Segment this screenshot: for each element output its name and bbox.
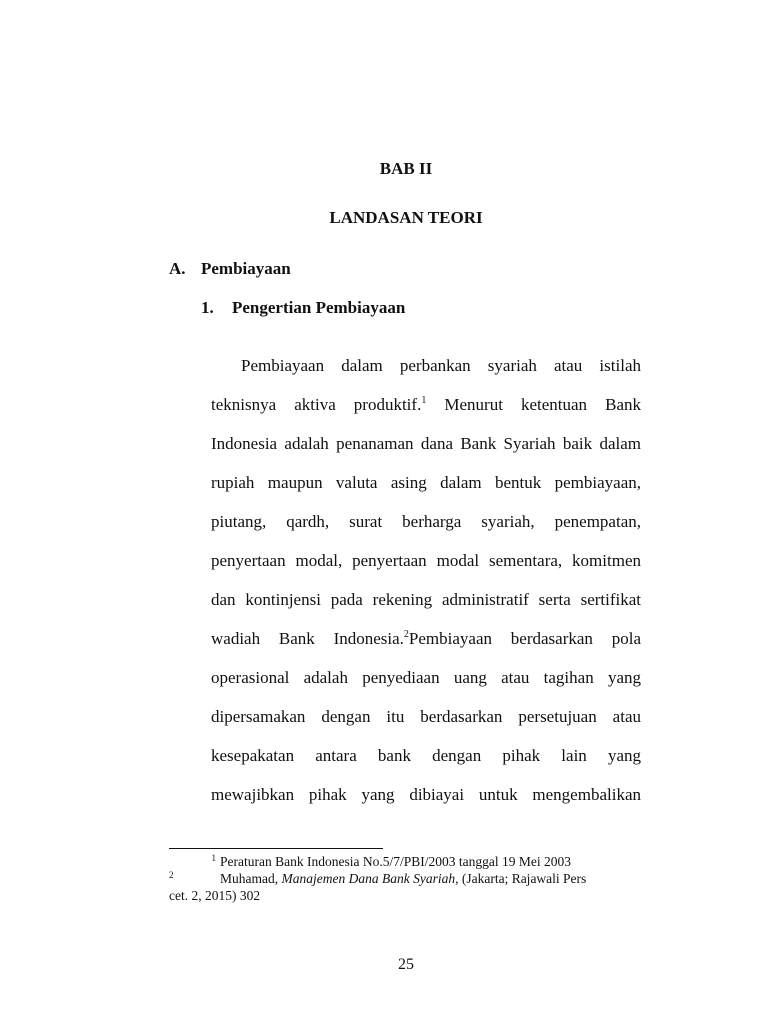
- paragraph-line: [211, 619, 641, 658]
- paragraph-line: rupiah maupun valuta asing dalam bentuk pembiayaan,: [211, 473, 641, 492]
- paragraph-line: kesepakatan antara bank dengan pihak lain yang: [211, 746, 641, 765]
- footnote-continuation: cet. 2, 2015) 302: [169, 888, 261, 903]
- footnote: [169, 870, 641, 887]
- paragraph-text: teknisnya aktiva produktif.: [211, 395, 422, 414]
- body-paragraph: [211, 346, 641, 814]
- chapter-title: LANDASAN TEORI: [329, 208, 483, 227]
- footnote-marker: 1: [211, 853, 216, 863]
- paragraph-text: wadiah Bank Indonesia.: [211, 629, 404, 648]
- footnote-reference[interactable]: 1: [421, 395, 427, 406]
- footnote-text: Peraturan Bank Indonesia No.5/7/PBI/2003 tanggal 19 Mei 2003: [220, 854, 571, 869]
- paragraph-line: mewajibkan pihak yang dibiayai untuk mengembalikan: [211, 785, 641, 804]
- paragraph-line: penyertaan modal, penyertaan modal sementara, komitmen: [211, 551, 641, 570]
- footnote-publisher: (Jakarta; Rajawali Pers: [461, 871, 587, 886]
- paragraph-line: dan kontinjensi pada rekening administratif serta sertifikat: [211, 590, 641, 609]
- section-heading: [169, 258, 291, 280]
- page-number: 25: [398, 956, 414, 973]
- paragraph-text: Pembiayaan berdasarkan pola: [408, 629, 641, 648]
- section-number: A.: [169, 259, 186, 278]
- footnote-book-title: Manajemen Dana Bank Syariah,: [281, 871, 459, 886]
- footnote-author: Muhamad,: [220, 871, 279, 886]
- paragraph-line: Indonesia adalah penanaman dana Bank Syariah baik dalam: [211, 434, 641, 453]
- paragraph-line: Pembiayaan dalam perbankan syariah atau istilah: [241, 356, 641, 375]
- paragraph-line: dipersamakan dengan itu berdasarkan persetujuan atau: [211, 707, 641, 726]
- footnotes: [169, 853, 641, 904]
- footnote-indent: [169, 870, 220, 887]
- paragraph-text: Menurut ketentuan Bank: [426, 395, 641, 414]
- footnote-indent: [169, 853, 220, 870]
- paragraph-line: piutang, qardh, surat berharga syariah, penempatan,: [211, 512, 641, 531]
- subsection-heading: [201, 297, 405, 319]
- section-title: Pembiayaan: [201, 259, 291, 278]
- subsection-title: Pengertian Pembiayaan: [232, 298, 406, 317]
- footnote-marker: 2: [169, 870, 174, 880]
- footnote: [169, 853, 641, 870]
- footnote-separator: [169, 848, 383, 849]
- footnote-reference[interactable]: 2: [403, 629, 409, 640]
- paragraph-line: [211, 385, 641, 424]
- paragraph-line: operasional adalah penyediaan uang atau tagihan yang: [211, 668, 641, 687]
- chapter-number: BAB II: [379, 159, 433, 178]
- subsection-number: 1.: [201, 298, 214, 317]
